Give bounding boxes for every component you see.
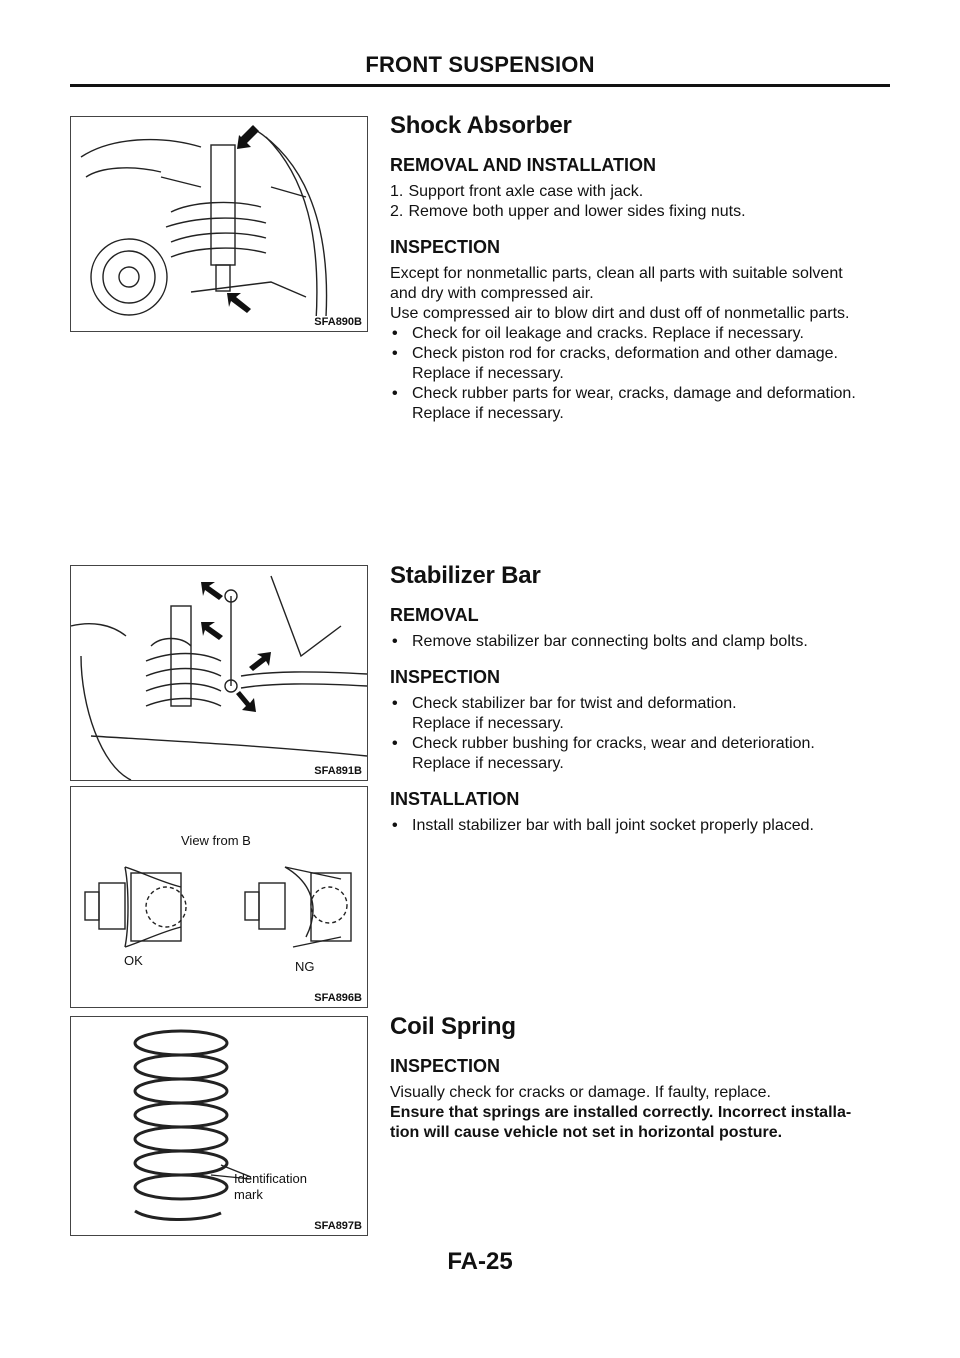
- ng-label: NG: [295, 959, 315, 974]
- list-item: • Check piston rod for cracks, deformation and other damage. Replace if necessary.: [390, 344, 895, 384]
- installation-list: [390, 816, 895, 836]
- inspection-list: [390, 694, 895, 774]
- subheading-removal: REMOVAL: [390, 605, 479, 625]
- callout-label: Identification mark: [234, 1171, 307, 1202]
- section-title: Coil Spring: [390, 1013, 516, 1040]
- list-item: • Check stabilizer bar for twist and deformation. Replace if necessary.: [390, 694, 895, 734]
- paragraph-line: and dry with compressed air.: [390, 285, 594, 302]
- list-item: • Check rubber bushing for cracks, wear and deterioration. Replace if necessary.: [390, 734, 895, 774]
- list-item: • Install stabilizer bar with ball joint socket properly placed.: [390, 816, 895, 836]
- list-item: • Remove stabilizer bar connecting bolts and clamp bolts.: [390, 632, 895, 652]
- figure-ball-joint-view: [70, 786, 368, 1008]
- page-number: FA-25: [447, 1248, 513, 1275]
- figure-stabilizer-bar: [70, 565, 368, 781]
- paragraph-line: Except for nonmetallic parts, clean all parts with suitable solvent: [390, 265, 843, 282]
- removal-steps: [390, 182, 895, 222]
- section-stabilizer-bar: [390, 562, 895, 774]
- inspection-list: [390, 324, 895, 424]
- shock-absorber-illustration: [71, 117, 367, 331]
- list-item: • Check rubber parts for wear, cracks, damage and deformation. Replace if necessary.: [390, 384, 895, 424]
- section-installation: [390, 770, 895, 836]
- coil-spring-illustration: [71, 1017, 367, 1235]
- header-rule: [70, 84, 890, 87]
- subheading-removal-installation: REMOVAL AND INSTALLATION: [390, 155, 656, 175]
- figure-coil-spring: [70, 1016, 368, 1236]
- subheading-inspection: INSPECTION: [390, 1056, 501, 1076]
- section-shock-absorber: [390, 112, 895, 424]
- paragraph-line: Use compressed air to blow dirt and dust off of nonmetallic parts.: [390, 305, 850, 322]
- section-coil-spring: [390, 1013, 895, 1143]
- figure-label: SFA891B: [314, 765, 362, 777]
- ok-label: OK: [124, 953, 143, 968]
- figure-label: SFA897B: [314, 1220, 362, 1232]
- section-title: Shock Absorber: [390, 112, 572, 139]
- view-caption: View from B: [181, 833, 251, 848]
- removal-list: [390, 632, 895, 652]
- figure-label: SFA896B: [314, 992, 362, 1004]
- section-title: Stabilizer Bar: [390, 562, 541, 589]
- warning-line: Ensure that springs are installed correctly. Incorrect installa-: [390, 1104, 852, 1121]
- subheading-inspection: INSPECTION: [390, 237, 501, 257]
- paragraph-line: Visually check for cracks or damage. If faulty, replace.: [390, 1084, 771, 1101]
- page-header: FRONT SUSPENSION: [365, 52, 595, 77]
- step-item: 1. Support front axle case with jack.: [390, 183, 644, 200]
- step-item: 2. Remove both upper and lower sides fixing nuts.: [390, 203, 746, 220]
- list-item: • Check for oil leakage and cracks. Replace if necessary.: [390, 324, 895, 344]
- ball-joint-illustration: [71, 787, 367, 1007]
- figure-shock-absorber: [70, 116, 368, 332]
- subheading-installation: INSTALLATION: [390, 789, 520, 809]
- stabilizer-bar-illustration: [71, 566, 367, 780]
- figure-label: SFA890B: [314, 316, 362, 328]
- warning-line: tion will cause vehicle not set in horizontal posture.: [390, 1124, 783, 1141]
- subheading-inspection: INSPECTION: [390, 667, 501, 687]
